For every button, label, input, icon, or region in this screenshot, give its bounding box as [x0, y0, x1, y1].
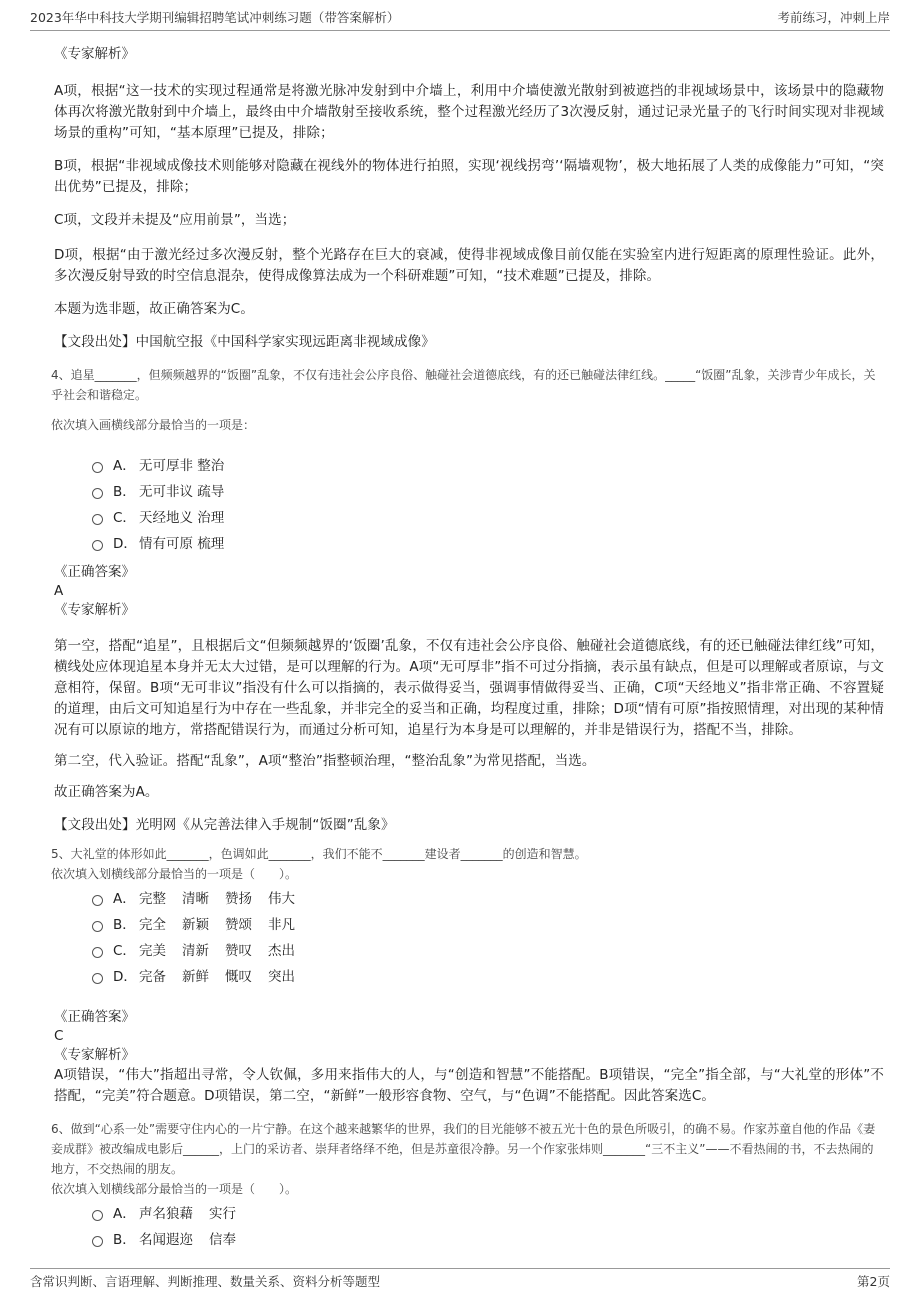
radio-button[interactable] — [92, 514, 103, 525]
radio-button[interactable] — [92, 1236, 103, 1247]
q4-option-b[interactable]: B． 无可非议 疏导 — [92, 477, 884, 503]
q3-analysis-d: D项，根据“由于激光经过多次漫反射，整个光路存在巨大的衰减，使得非视域成像目前仅能在实验室内进行短距离的原理性验证。此外，多次漫反射导致的时空信息混杂，使得成像算法成为一个科研难题”可知，“技术难题”已提及，排除。 — [54, 247, 884, 284]
q5-option-c[interactable]: C． 完美 清新 赞叹 杰出 — [92, 936, 884, 962]
q5-option-a[interactable]: A． 完整 清晰 赞扬 伟大 — [92, 884, 884, 910]
radio-button[interactable] — [92, 921, 103, 932]
footer-note: 含常识判断、言语理解、判断推理、数量关系、资料分析等题型 — [30, 1274, 381, 1289]
q4-options — [54, 451, 884, 555]
q4-analysis-label: 《专家解析》 — [54, 602, 135, 618]
q5-option-d[interactable]: D． 完备 新鲜 慨叹 突出 — [92, 962, 884, 988]
q4-stem: 4、追星_______，但频频越界的“饭圈”乱象，不仅有违社会公序良俗、触碰社会道德底线，有的还已触碰法律红线。_____“饭圈”乱象，关涉青少年成长，关乎社会和谐稳定。 — [51, 368, 876, 402]
q6-stem: 6、做到“心系一处”需要守住内心的一片宁静。在这个越来越繁华的世界，我们的目光能够不被五光十色的景色所吸引，的确不易。作家苏童自他的作品《妻妾成群》被改编成电影后______，上门的采访者、崇拜者络绎不绝，但是苏童很冷静。另一个作家张炜则_______“三不主义”——不看热闹的书，不去热闹的地方，不交热闹的朋友。 — [51, 1122, 876, 1176]
page-content — [51, 42, 884, 1251]
q4-option-d[interactable]: D． 情有可原 梳理 — [92, 529, 884, 555]
q3-conclusion: 本题为选非题，故正确答案为C。 — [54, 301, 254, 317]
q5-answer-label: 《正确答案》 — [54, 1009, 135, 1025]
q4-instruction: 依次填入画横线部分最恰当的一项是： — [51, 418, 256, 432]
q5-option-b[interactable]: B． 完全 新颖 赞颂 非凡 — [92, 910, 884, 936]
q6-instruction: 依次填入划横线部分最恰当的一项是（ ）。 — [51, 1182, 298, 1196]
q4-analysis-2: 第二空，代入验证。搭配“乱象”，A项“整治”指整顿治理，“整治乱象”为常见搭配，当选。 — [54, 753, 596, 769]
q6-option-a[interactable]: A． 声名狼藉 实行 — [92, 1199, 884, 1225]
q4-conclusion: 故正确答案为A。 — [54, 784, 159, 800]
q5-answer: C — [54, 1028, 64, 1044]
q6-options — [54, 1199, 884, 1251]
radio-button[interactable] — [92, 540, 103, 551]
q4-option-c[interactable]: C． 天经地义 治理 — [92, 503, 884, 529]
q4-analysis-1: 第一空，搭配“追星”，且根据后文“但频频越界的‘饭圈’乱象，不仅有违社会公序良俗、触碰社会道德底线，有的还已触碰法律红线”可知，横线处应体现追星本身并无太大过错，是可以理解的行为。A项“无可厚非”指不可过分指摘，表示虽有缺点，但是可以理解或者原谅，与文意相符，保留。B项“无可非议”指没有什么可以指摘的，表示做得妥当，强调事情做得妥当、正确，C项“天经地义”指非常正确、不容置疑的道理，由后文可知追星行为中存在一些乱象，并非完全的妥当和正确，均程度过重，排除；D项“情有可原”指按照情理，对出现的某种情况有可以原谅的地方，常搭配错误行为，而通过分析可知，追星行为本身是可以理解的，并非是错误行为，搭配不当，排除。 — [54, 638, 884, 738]
q4-answer: A — [54, 583, 64, 599]
radio-button[interactable] — [92, 973, 103, 984]
header-slogan: 考前练习，冲刺上岸 — [777, 10, 890, 25]
q3-analysis-a: A项，根据“这一技术的实现过程通常是将激光脉冲发射到中介墙上，利用中介墙使激光散射到被遮挡的非视域场景中，该场景中的隐藏物体再次将激光散射到中介墙上，最终由中介墙散射至接收系统，整个过程激光经历了3次漫反射，通过记录光量子的飞行时间实现对非视域场景的重构”可知，“基本原理”已提及，排除； — [54, 83, 884, 141]
radio-button[interactable] — [92, 895, 103, 906]
q5-instruction: 依次填入划横线部分最恰当的一项是（ ）。 — [51, 867, 298, 881]
radio-button[interactable] — [92, 947, 103, 958]
document-title: 2023年华中科技大学期刊编辑招聘笔试冲刺练习题（带答案解析） — [30, 10, 400, 25]
radio-button[interactable] — [92, 488, 103, 499]
q4-option-a[interactable]: A． 无可厚非 整治 — [92, 451, 884, 477]
page-number: 第2页 — [857, 1274, 890, 1289]
q3-analysis-c: C项，文段并未提及“应用前景”，当选； — [54, 212, 296, 228]
q3-source: 【文段出处】中国航空报《中国科学家实现远距离非视域成像》 — [54, 334, 435, 350]
q5-options — [54, 884, 884, 988]
q4-answer-label: 《正确答案》 — [54, 564, 135, 580]
radio-button[interactable] — [92, 1210, 103, 1221]
q6-option-b[interactable]: B． 名闻遐迩 信奉 — [92, 1225, 884, 1251]
q5-analysis-label: 《专家解析》 — [54, 1047, 135, 1063]
q5-analysis: A项错误，“伟大”指超出寻常，令人钦佩，多用来指伟大的人，与“创造和智慧”不能搭配。B项错误，“完全”指全部，与“大礼堂的形体”不搭配，“完美”符合题意。D项错误，第二空，“新鲜”一般形容食物、空气，与“色调”不能搭配。因此答案选C。 — [54, 1067, 884, 1104]
q4-source: 【文段出处】光明网《从完善法律入手规制“饭圈”乱象》 — [54, 817, 395, 833]
q5-stem: 5、大礼堂的体形如此_______，色调如此_______，我们不能不_______建设者_______的创造和智慧。 — [51, 847, 587, 861]
radio-button[interactable] — [92, 462, 103, 473]
q3-analysis-b: B项，根据“非视域成像技术则能够对隐藏在视线外的物体进行拍照，实现‘视线拐弯’‘隔墙观物’，极大地拓展了人类的成像能力”可知，“突出优势”已提及，排除； — [54, 158, 884, 195]
page-header — [30, 8, 890, 31]
q3-analysis-label: 《专家解析》 — [54, 46, 135, 62]
page-footer — [30, 1268, 890, 1293]
